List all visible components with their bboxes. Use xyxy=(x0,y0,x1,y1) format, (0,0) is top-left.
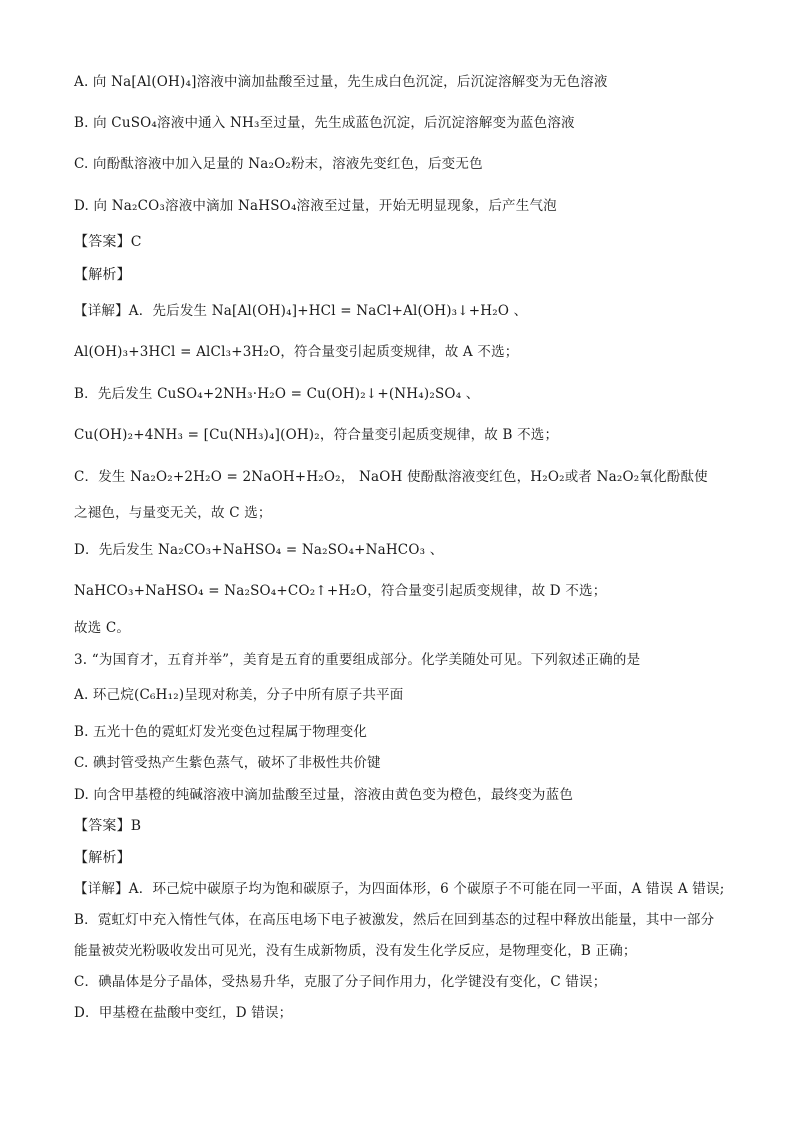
q2-detail-line: 之褪色，与量变无关，故 C 选； xyxy=(74,505,272,521)
q3-stem: 3. “为国育才，五育并举”，美育是五育的重要组成部分。化学美随处可见。下列叙述正确的是 xyxy=(74,652,641,668)
q3-option-d: D. 向含甲基橙的纯碱溶液中滴加盐酸至过量，溶液由黄色变为橙色，最终变为蓝色 xyxy=(74,787,574,803)
q3-answer: 【答案】B xyxy=(74,818,142,834)
q3-detail-line: 【详解】A．环己烷中碳原子均为饱和碳原子，为四面体形，6 个碳原子不可能在同一平面，A 错误 A 错误; xyxy=(74,881,725,897)
q3-detail-line: C．碘晶体是分子晶体，受热易升华，克服了分子间作用力，化学键没有变化，C 错误； xyxy=(74,974,607,990)
q2-analysis-label: 【解析】 xyxy=(74,267,131,283)
q2-detail-line: C．发生 Na₂O₂+2H₂O = 2NaOH+H₂O₂， NaOH 使酚酞溶液变红色，H₂O₂或者 Na₂O₂氧化酚酞使 xyxy=(74,469,708,485)
q3-option-b: B. 五光十色的霓虹灯发光变色过程属于物理变化 xyxy=(74,724,368,740)
q3-option-c: C. 碘封管受热产生紫色蒸气，破坏了非极性共价键 xyxy=(74,755,381,771)
q2-detail-line: Cu(OH)₂+4NH₃ = [Cu(NH₃)₄](OH)₂，符合量变引起质变规律，故 B 不选； xyxy=(74,427,559,443)
q3-detail-line: 能量被荧光粉吸收发出可见光，没有生成新物质，没有发生化学反应，是物理变化，B 正确； xyxy=(74,943,637,959)
q3-analysis-label: 【解析】 xyxy=(74,850,131,866)
q2-detail-line: 【详解】A．先后发生 Na[Al(OH)₄]+HCl = NaCl+Al(OH)₃↓+H₂O 、 xyxy=(74,303,528,319)
q3-detail-line: D．甲基橙在盐酸中变红，D 错误； xyxy=(74,1005,293,1021)
q2-detail-line: D．先后发生 Na₂CO₃+NaHSO₄ = Na₂SO₄+NaHCO₃ 、 xyxy=(74,542,444,558)
q2-option-c: C. 向酚酞溶液中加入足量的 Na₂O₂粉末，溶液先变红色，后变无色 xyxy=(74,156,483,172)
q2-conclusion: 故选 C。 xyxy=(74,620,131,636)
q2-detail-line: B．先后发生 CuSO₄+2NH₃·H₂O = Cu(OH)₂↓+(NH₄)₂SO₄ 、 xyxy=(74,386,480,402)
q2-detail-line: NaHCO₃+NaHSO₄ = Na₂SO₄+CO₂↑+H₂O，符合量变引起质变规律，故 D 不选； xyxy=(74,583,607,599)
q2-option-d: D. 向 Na₂CO₃溶液中滴加 NaHSO₄溶液至过量，开始无明显现象，后产生气泡 xyxy=(74,198,557,214)
q2-option-b: B. 向 CuSO₄溶液中通入 NH₃至过量，先生成蓝色沉淀，后沉淀溶解变为蓝色溶液 xyxy=(74,115,575,131)
q2-answer: 【答案】C xyxy=(74,234,142,250)
q3-detail-line: B．霓虹灯中充入惰性气体，在高压电场下电子被激发，然后在回到基态的过程中释放出能量，其中一部分 xyxy=(74,912,715,928)
q3-option-a: A. 环己烷(C₆H₁₂)呈现对称美，分子中所有原子共平面 xyxy=(74,687,404,703)
q2-option-a: A. 向 Na[Al(OH)₄]溶液中滴加盐酸至过量，先生成白色沉淀，后沉淀溶解变为无色溶液 xyxy=(74,74,608,90)
q2-detail-line: Al(OH)₃+3HCl = AlCl₃+3H₂O，符合量变引起质变规律，故 A 不选； xyxy=(74,344,519,360)
